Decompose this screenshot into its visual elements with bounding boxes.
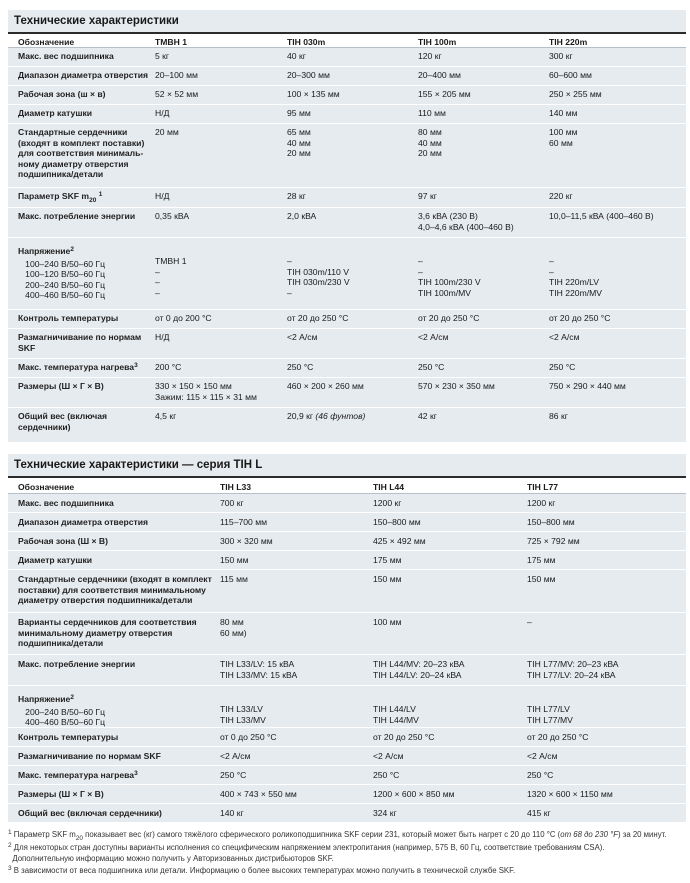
cell-line: TIH L77/MV: 20–23 кВА: [527, 659, 619, 669]
cell: <2 А/см: [527, 751, 558, 761]
cell-line: 20 мм: [155, 127, 179, 137]
cell-line: –: [549, 256, 554, 266]
footnote-text: показывает вес (кг) самого тяжёлого сферического роликоподшипника SKF серии 231, который может быть нагрет с 20 до 110 °C (: [82, 830, 561, 839]
footnote-text: ) за 20 минут.: [618, 830, 667, 839]
cell-line: 80 мм: [220, 617, 244, 627]
table-row: [8, 747, 686, 766]
row-label: [18, 408, 107, 432]
footnote-ref: 2: [70, 694, 74, 701]
label-line: для соответствия минималь-: [18, 148, 144, 158]
cell: 110 мм: [418, 108, 446, 118]
cell: 175 мм: [373, 555, 402, 565]
cell-line: –: [418, 266, 423, 277]
cell-line: TIH L77/MV: [527, 714, 573, 725]
cell: 324 кг: [373, 808, 397, 818]
cell: 300 кг: [549, 51, 573, 61]
cell: 725 × 792 мм: [527, 536, 580, 546]
row-label: [18, 359, 138, 375]
cell: 150–800 мм: [373, 517, 421, 527]
cell: 115 мм: [220, 574, 248, 584]
cell: 415 кг: [527, 808, 551, 818]
row-label: [18, 766, 138, 783]
row-label: Диапазон диаметра отверстия: [18, 70, 149, 80]
table-row: [8, 551, 686, 570]
cell-line: –: [418, 256, 423, 266]
cell: от 0 до 250 °C: [220, 732, 277, 742]
footnote-italic: от 68 до 230 °F: [560, 830, 618, 839]
cell: 52 × 52 мм: [155, 89, 199, 99]
cell-line: TIH L33/MV: [220, 714, 266, 725]
cell: 460 × 200 × 260 мм: [287, 381, 364, 391]
label-line: подшипника/детали: [18, 638, 104, 648]
footnote-number: 2: [8, 842, 12, 849]
cell: 4,5 кг: [155, 411, 177, 421]
voltage-range: 400–460 В/50–60 Гц: [25, 290, 105, 300]
cell: 1200 кг: [373, 498, 402, 508]
header-col-2: TIH 030m: [287, 37, 326, 47]
table-row: [8, 494, 686, 513]
cell-line: 65 мм: [287, 127, 311, 137]
footnote-text: Дополнительную информацию можно получить у Авторизованных дистрибьюторов SKF.: [12, 854, 334, 863]
cell-line: –: [155, 287, 160, 298]
cell: 95 мм: [287, 108, 311, 118]
row-label: Макс. потребление энергии: [18, 211, 136, 221]
cell-line: 330 × 150 × 150 мм: [155, 381, 232, 391]
cell: от 20 до 250 °C: [549, 313, 611, 323]
cell-line: TIH 030m/230 V: [287, 277, 350, 287]
cell: 155 × 205 мм: [418, 89, 471, 99]
cell-line: –: [287, 256, 292, 266]
row-label: Макс. потребление энергии: [18, 659, 136, 669]
table-row: [8, 105, 686, 124]
label-line: сердечники): [18, 421, 71, 432]
table-row: [8, 188, 686, 208]
cell-line: TIH L44/MV: 20–23 кВА: [373, 659, 465, 669]
cell-line: 40 мм: [418, 137, 442, 148]
cell-line: 3,6 кВА (230 В): [418, 211, 478, 221]
cell-text: 20,9 кг: [287, 411, 314, 421]
cell-line: 100 мм: [549, 127, 578, 137]
cell-line: TIH L33/LV: [220, 704, 263, 714]
cell: –: [527, 617, 532, 627]
voltage-range: 100–120 В/50–60 Гц: [25, 269, 105, 279]
cell: <2 А/см: [287, 332, 318, 342]
row-label: Общий вес (включая сердечники): [18, 808, 162, 818]
cell: 100 мм: [373, 617, 402, 627]
cell: 220 кг: [549, 191, 573, 201]
table-row: [8, 785, 686, 804]
table-row: [8, 378, 686, 408]
table-title: Технические характеристики: [8, 10, 686, 34]
cell: 150–800 мм: [527, 517, 575, 527]
row-label: [18, 686, 105, 728]
label-line: минимальному диаметру отверстия: [18, 627, 173, 638]
cell: 20–100 мм: [155, 70, 198, 80]
cell: <2 А/см: [373, 751, 404, 761]
cell: [155, 124, 179, 138]
label-line: Общий вес (включая: [18, 411, 108, 421]
table-title: Технические характеристики — серия TIH L: [8, 454, 686, 478]
cell: <2 А/см: [220, 751, 251, 761]
label-text: Макс. температура нагрева: [18, 770, 135, 780]
cell-line: TIH L33/MV: 15 кВА: [220, 669, 298, 680]
cell: <2 А/см: [418, 332, 449, 342]
cell: Н/Д: [155, 191, 170, 201]
cell-italic-note: (46 фунтов): [315, 411, 366, 421]
cell: [155, 378, 257, 402]
cell-line: 80 мм: [418, 127, 442, 137]
table-row: [8, 208, 686, 238]
cell-line: TIH L44/MV: [373, 714, 419, 725]
row-label: Диаметр катушки: [18, 555, 93, 565]
cell: 250 °C: [373, 770, 400, 780]
label-text: Напряжение: [18, 694, 71, 704]
footnote-3: [8, 866, 515, 877]
cell: [220, 655, 297, 680]
footnote-2: [8, 843, 605, 864]
table-row: [8, 329, 686, 359]
cell: 140 мм: [549, 108, 578, 118]
label-line: SKF: [18, 342, 36, 353]
cell: [418, 208, 514, 232]
row-label: [18, 238, 105, 301]
header-designation: Обозначение: [18, 482, 75, 492]
cell: от 20 до 250 °C: [287, 313, 349, 323]
cell-line: –: [287, 287, 292, 298]
cell-line: TIH L44/LV: 20–24 кВА: [373, 669, 462, 680]
cell-line: TIH L33/LV: 15 кВА: [220, 659, 295, 669]
table-row: [8, 67, 686, 86]
row-label: Макс. вес подшипника: [18, 498, 114, 508]
cell: [373, 686, 419, 725]
label-text: Макс. температура нагрева: [18, 362, 135, 372]
label-line: Стандартные сердечники (входят в комплект: [18, 574, 212, 584]
cell-line: 60 мм): [220, 627, 247, 638]
cell-line: TMBH 1: [155, 256, 187, 266]
cell: 570 × 230 × 350 мм: [418, 381, 495, 391]
footnote-text: Параметр SKF m: [11, 830, 76, 839]
cell: [155, 238, 187, 298]
cell: 400 × 743 × 550 мм: [220, 789, 297, 799]
cell: 100 × 135 мм: [287, 89, 340, 99]
footnote-ref: 3: [134, 362, 138, 369]
cell: 200 °C: [155, 362, 182, 372]
cell: 700 кг: [220, 498, 244, 508]
header-col-1: TIH L33: [220, 482, 252, 492]
row-label: [18, 188, 102, 204]
table-row: [8, 238, 686, 310]
cell: 20–400 мм: [418, 70, 461, 80]
row-label: Размеры (Ш × Г × В): [18, 381, 104, 391]
cell: [527, 655, 619, 680]
cell-line: –: [155, 277, 160, 287]
voltage-range: 100–240 В/50–60 Гц: [25, 258, 105, 269]
table-row: [8, 310, 686, 329]
cell: 250 °C: [527, 770, 554, 780]
table-row: [8, 513, 686, 532]
cell: 1320 × 600 × 1150 мм: [527, 789, 613, 799]
cell-line: 20 мм: [418, 148, 442, 158]
label-line: Варианты сердечников для соответствия: [18, 617, 197, 627]
cell-line: TIH 100m/230 V: [418, 277, 481, 287]
cell: 0,35 кВА: [155, 211, 190, 221]
header-designation: Обозначение: [18, 37, 75, 47]
cell: 250 °C: [549, 362, 576, 372]
footnote-number: 1: [8, 829, 12, 836]
table-header-row: [8, 478, 686, 494]
cell-line: –: [549, 266, 554, 277]
table-row: [8, 570, 686, 613]
cell: 250 °C: [287, 362, 314, 372]
cell-line: TIH 220m/LV: [549, 277, 599, 287]
cell: 175 мм: [527, 555, 556, 565]
cell: 86 кг: [549, 411, 568, 421]
footnote-ref: 1: [98, 191, 103, 198]
table-row: [8, 728, 686, 747]
cell: <2 А/см: [549, 332, 580, 342]
cell: [287, 408, 365, 422]
voltage-range: 400–460 В/50–60 Гц: [25, 717, 105, 727]
row-label: [18, 329, 141, 353]
row-label: Контроль температуры: [18, 732, 119, 742]
cell: 115–700 мм: [220, 517, 268, 527]
cell: 250 °C: [418, 362, 445, 372]
cell: 60–600 мм: [549, 70, 592, 80]
table-row: [8, 86, 686, 105]
footnote-ref: 2: [70, 246, 74, 253]
cell: от 20 до 250 °C: [418, 313, 480, 323]
footnote-ref: 3: [134, 770, 138, 777]
cell: от 20 до 250 °C: [527, 732, 589, 742]
label-line: Размагничивание по нормам: [18, 332, 142, 342]
row-label: [18, 124, 144, 180]
header-col-3: TIH 100m: [418, 37, 457, 47]
row-label: Диаметр катушки: [18, 108, 93, 118]
row-label: Контроль температуры: [18, 313, 119, 323]
cell: 140 кг: [220, 808, 244, 818]
cell: [549, 124, 578, 148]
cell: 40 кг: [287, 51, 306, 61]
footnote-text: В зависимости от веса подшипника или детали. Информацию о более высоких температурах можно получить в технической службе SKF.: [11, 866, 516, 875]
cell: 120 кг: [418, 51, 442, 61]
cell-line: 40 мм: [287, 137, 311, 148]
row-label: Размеры (Ш × Г × В): [18, 789, 104, 799]
table-row: [8, 613, 686, 655]
cell-line: TIH L77/LV: 20–24 кВА: [527, 669, 616, 680]
row-label: Диапазон диаметра отверстия: [18, 517, 149, 527]
cell: 250 × 255 мм: [549, 89, 602, 99]
cell: [549, 238, 602, 298]
label-line: (входят в комплект поставки): [18, 137, 145, 148]
cell: [287, 238, 350, 298]
voltage-range: 200–240 В/50–60 Гц: [25, 706, 105, 717]
cell: 1200 × 600 × 850 мм: [373, 789, 455, 799]
cell-line: –: [155, 266, 160, 277]
footnote-subscript: 20: [75, 835, 83, 842]
header-col-3: TIH L77: [527, 482, 559, 492]
cell: 150 мм: [373, 574, 402, 584]
label-line: диаметру отверстия подшипника/детали: [18, 595, 193, 605]
cell: Н/Д: [155, 108, 170, 118]
table-row: [8, 408, 686, 438]
table-row: [8, 124, 686, 188]
table-row: [8, 655, 686, 686]
cell: [418, 124, 442, 159]
header-col-2: TIH L44: [373, 482, 405, 492]
cell-line: 20 мм: [287, 148, 311, 158]
cell: 10,0–11,5 кВА (400–460 В): [549, 211, 654, 221]
cell: [373, 655, 465, 680]
cell: [527, 686, 573, 725]
cell: 150 мм: [527, 574, 556, 584]
label-line: ному диаметру отверстия: [18, 158, 129, 169]
cell-line: TIH 220m/MV: [549, 287, 603, 298]
row-label: Макс. вес подшипника: [18, 51, 114, 61]
cell-line: TIH L44/LV: [373, 704, 416, 714]
label-line: поставки) для соответствия минимальному: [18, 584, 206, 595]
label-text: Параметр SKF m: [18, 191, 90, 201]
cell-line: 4,0–4,6 кВА (400–460 В): [418, 221, 514, 232]
spec-table-main: [8, 10, 686, 442]
table-row: [8, 48, 686, 67]
cell: 2,0 кВА: [287, 211, 317, 221]
cell: [418, 238, 481, 298]
cell-line: Зажим: 115 × 115 × 31 мм: [155, 391, 257, 402]
table-header-row: [8, 34, 686, 48]
row-label: Рабочая зона (Ш × В): [18, 536, 108, 546]
cell: [220, 613, 247, 638]
cell: 150 мм: [220, 555, 249, 565]
cell: 300 × 320 мм: [220, 536, 273, 546]
table-row: [8, 804, 686, 823]
cell-line: TIH 030m/110 V: [287, 266, 349, 277]
cell: [220, 686, 266, 725]
label-subscript: 20: [89, 197, 97, 204]
table-row: [8, 686, 686, 728]
cell: 1200 кг: [527, 498, 556, 508]
cell-line: TIH L77/LV: [527, 704, 570, 714]
label-text: Напряжение: [18, 246, 71, 256]
cell: 750 × 290 × 440 мм: [549, 381, 626, 391]
table-row: [8, 359, 686, 378]
row-label: [18, 613, 197, 649]
header-col-4: TIH 220m: [549, 37, 588, 47]
cell: 28 кг: [287, 191, 306, 201]
cell: от 0 до 200 °C: [155, 313, 212, 323]
label-line: подшипника/детали: [18, 169, 104, 179]
row-label: Размагничивание по нормам SKF: [18, 751, 161, 761]
voltage-range: 200–240 В/50–60 Гц: [25, 279, 105, 290]
cell: 20–300 мм: [287, 70, 330, 80]
cell: 5 кг: [155, 51, 170, 61]
footnote-number: 3: [8, 865, 12, 872]
cell: [287, 124, 311, 159]
table-row: [8, 532, 686, 551]
footnote-text: Для некоторых стран доступны варианты исполнения со специфическим напряжением электропитания (например, 575 В, 60 Гц, соответствие требованиям CSA).: [11, 843, 605, 852]
label-line: Стандартные сердечники: [18, 127, 128, 137]
footnote-1: [8, 830, 666, 841]
cell: 425 × 492 мм: [373, 536, 426, 546]
cell: от 20 до 250 °C: [373, 732, 435, 742]
cell: Н/Д: [155, 332, 170, 342]
cell-line: 60 мм: [549, 137, 573, 148]
table-row: [8, 766, 686, 785]
cell-line: TIH 100m/MV: [418, 287, 472, 298]
row-label: Рабочая зона (ш × в): [18, 89, 106, 99]
cell: 97 кг: [418, 191, 437, 201]
cell: 250 °C: [220, 770, 247, 780]
spec-table-tih-l: [8, 454, 686, 822]
cell: 42 кг: [418, 411, 437, 421]
row-label: [18, 570, 212, 606]
header-col-1: TMBH 1: [155, 37, 187, 47]
